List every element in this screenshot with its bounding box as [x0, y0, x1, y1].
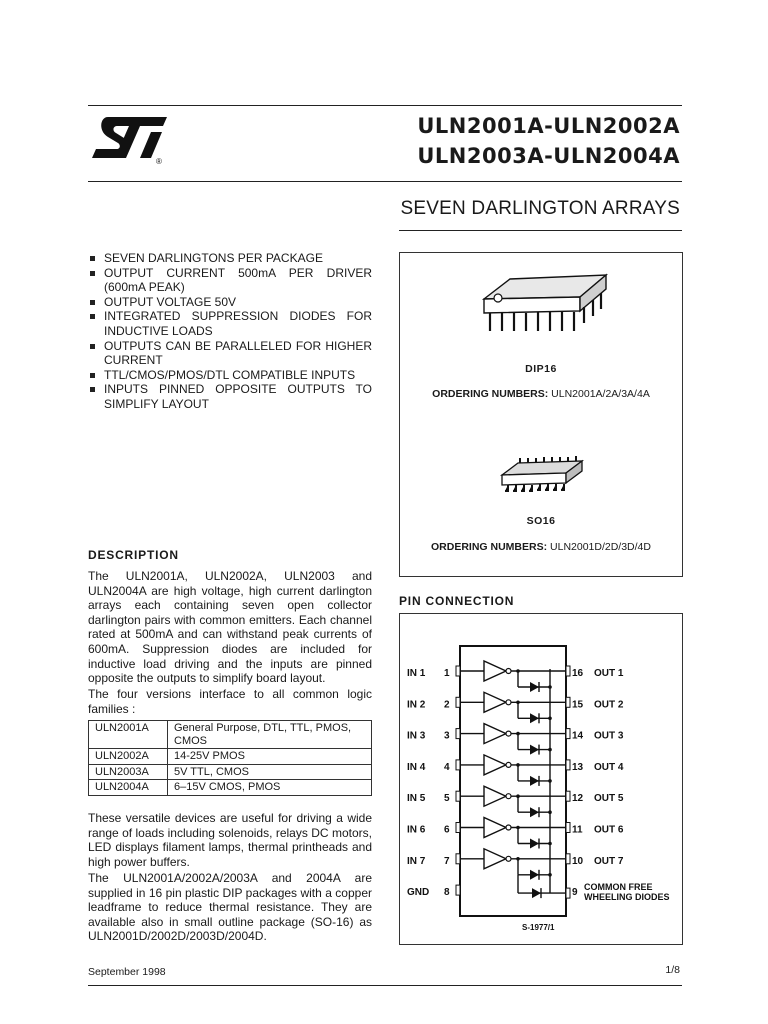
table-row: [89, 721, 372, 749]
input-label: IN 7: [407, 855, 426, 867]
description-paragraph-1: The ULN2001A, ULN2002A, ULN2003 and ULN2004A are high voltage, high current darlington arrays each containing seven open collector darlington pairs with common emitters. Each channel rated at 500mA and can withstand peak currents of 600mA. Suppression diodes are included for inductive load driving and the inputs are pinned opposite the outputs to simplify board layout.: [88, 569, 372, 686]
so16-package-image: [494, 451, 594, 507]
footer-page-number: 1/8: [665, 964, 680, 976]
footer-rule: [88, 985, 682, 986]
junction-dot: [548, 810, 552, 814]
input-pin-number: 8: [444, 887, 450, 899]
header-bottom-rule: [88, 181, 682, 182]
junction-dot: [548, 779, 552, 783]
table-cell-part: ULN2003A: [89, 764, 168, 780]
so16-ordering-label: ORDERING NUMBERS:: [431, 541, 548, 553]
figure-code: S-1977/1: [522, 923, 555, 932]
output-pin-number: 14: [572, 730, 584, 742]
table-cell-desc: 6–15V CMOS, PMOS: [168, 780, 372, 796]
output-pin-number: 15: [572, 699, 584, 711]
output-pin-number: 9: [572, 887, 578, 899]
pin-connection-diagram: [400, 614, 682, 944]
diode-symbol: [530, 839, 539, 849]
output-label: OUT 3: [594, 730, 624, 742]
junction-dot: [548, 873, 552, 877]
table-cell-desc: 14-25V PMOS: [168, 749, 372, 765]
feature-item: OUTPUT VOLTAGE 50V: [88, 295, 372, 310]
diode-symbol: [532, 888, 541, 898]
output-label: OUT 6: [594, 824, 624, 836]
pin-connection-box: [399, 613, 683, 945]
junction-dot: [548, 748, 552, 752]
inverter-triangle: [484, 849, 506, 869]
table-cell-part: ULN2004A: [89, 780, 168, 796]
inverter-triangle: [484, 786, 506, 806]
inverter-bubble: [506, 794, 511, 799]
table-cell-desc: 5V TTL, CMOS: [168, 764, 372, 780]
inverter-bubble: [506, 762, 511, 767]
gnd-pin: [456, 885, 460, 895]
input-pin: [456, 729, 460, 739]
output-pin-number: 11: [572, 824, 583, 836]
inverter-triangle: [484, 661, 506, 681]
registered-mark: ®: [156, 157, 162, 166]
input-label: IN 1: [407, 668, 426, 679]
output-label: OUT 1: [594, 668, 624, 679]
diode-symbol: [530, 682, 539, 692]
feature-item: TTL/CMOS/PMOS/DTL COMPATIBLE INPUTS: [88, 368, 372, 383]
feature-item: INTEGRATED SUPPRESSION DIODES FOR INDUCTIVE LOADS: [88, 309, 372, 338]
description-paragraph-4: The ULN2001A/2002A/2003A and 2004A are supplied in 16 pin plastic DIP packages with a copper leadframe to reduce thermal resistance. They are available also in small outline package (SO-16) as ULN2001D/2002D/2003D/2004D.: [88, 871, 372, 944]
junction-dot: [548, 717, 552, 721]
inverter-triangle: [484, 692, 506, 712]
output-label: OUT 5: [594, 793, 624, 805]
inverter-triangle: [484, 724, 506, 744]
input-label: IN 5: [407, 793, 426, 805]
input-pin-number: 2: [444, 699, 450, 711]
output-pin: [566, 760, 570, 770]
title-line-2: ULN2003A-ULN2004A: [417, 144, 680, 168]
output-pin: [566, 729, 570, 739]
output-pin: [566, 854, 570, 864]
table-row: [89, 749, 372, 765]
input-label: IN 4: [407, 761, 426, 773]
inverter-bubble: [506, 825, 511, 830]
dip16-package-image: [474, 265, 614, 345]
junction-dot: [548, 842, 552, 846]
inverter-bubble: [506, 731, 511, 736]
output-pin: [566, 823, 570, 833]
so16-ordering-numbers: [400, 541, 682, 553]
output-pin: [566, 791, 570, 801]
diagram-parts: [407, 661, 670, 902]
input-pin: [456, 791, 460, 801]
output-label: OUT 2: [594, 699, 624, 711]
output-pin-number: 16: [572, 668, 584, 679]
input-pin-number: 3: [444, 730, 450, 742]
inverter-bubble: [506, 700, 511, 705]
output-pin-number: 13: [572, 761, 584, 773]
gnd-label: GND: [407, 887, 430, 899]
title-line-1: ULN2001A-ULN2002A: [417, 114, 680, 138]
inverter-triangle: [484, 818, 506, 838]
subtitle-rule: [399, 230, 682, 231]
description-paragraph-3: These versatile devices are useful for driving a wide range of loads including solenoids, relays DC motors, LED displays filament lamps, thermal printheads and high power buffers.: [88, 811, 372, 869]
common-pin: [566, 888, 570, 898]
input-pin-number: 1: [444, 668, 450, 679]
output-pin: [566, 666, 570, 676]
output-pin-number: 12: [572, 793, 584, 805]
diode-symbol: [530, 807, 539, 817]
common-label-line2: WHEELING DIODES: [584, 892, 670, 903]
input-pin: [456, 854, 460, 864]
input-pin: [456, 697, 460, 707]
table-cell-desc: General Purpose, DTL, TTL, PMOS, CMOS: [168, 721, 372, 749]
input-pin: [456, 666, 460, 676]
output-pin: [566, 697, 570, 707]
dip16-ordering-label: ORDERING NUMBERS:: [432, 388, 549, 400]
table-cell-part: ULN2001A: [89, 721, 168, 749]
dip16-ordering-value: ULN2001A/2A/3A/4A: [551, 388, 650, 400]
feature-item: OUTPUT CURRENT 500mA PER DRIVER (600mA PEAK): [88, 266, 372, 295]
pin-connection-heading: PIN CONNECTION: [399, 594, 515, 608]
inverter-bubble: [506, 669, 511, 674]
feature-item: INPUTS PINNED OPPOSITE OUTPUTS TO SIMPLIFY LAYOUT: [88, 382, 372, 411]
dip16-label: DIP16: [525, 363, 557, 375]
junction-dot: [548, 685, 552, 689]
input-label: IN 2: [407, 699, 426, 711]
footer-date: September 1998: [88, 966, 166, 978]
description-heading: DESCRIPTION: [88, 548, 179, 562]
diode-symbol: [530, 745, 539, 755]
output-label: OUT 7: [594, 855, 624, 867]
output-label: OUT 4: [594, 761, 624, 773]
table-cell-part: ULN2002A: [89, 749, 168, 765]
diode-symbol: [530, 713, 539, 723]
input-pin: [456, 760, 460, 770]
output-pin-number: 10: [572, 855, 584, 867]
input-pin-number: 4: [444, 761, 450, 773]
input-label: IN 3: [407, 730, 426, 742]
feature-list: [88, 251, 372, 412]
so16-ordering-value: ULN2001D/2D/3D/4D: [550, 541, 651, 553]
table-row: [89, 780, 372, 796]
common-label-line1: COMMON FREE: [584, 882, 653, 893]
page-subtitle: SEVEN DARLINGTON ARRAYS: [400, 198, 680, 219]
diode-symbol: [530, 776, 539, 786]
feature-item: SEVEN DARLINGTONS PER PACKAGE: [88, 251, 372, 266]
st-logo: [88, 110, 174, 166]
input-label: IN 6: [407, 824, 426, 836]
header-top-rule: [88, 105, 682, 106]
so16-label: SO16: [526, 515, 556, 527]
input-pin-number: 5: [444, 793, 450, 805]
description-paragraph-2: The four versions interface to all common logic families :: [88, 687, 372, 716]
feature-item: OUTPUTS CAN BE PARALLELED FOR HIGHER CURRENT: [88, 339, 372, 368]
input-pin-number: 7: [444, 855, 450, 867]
input-pin-number: 6: [444, 824, 450, 836]
package-box: [399, 252, 683, 577]
st-logo-mark: [92, 117, 167, 158]
inverter-triangle: [484, 755, 506, 775]
input-pin: [456, 823, 460, 833]
dip16-ordering-numbers: [400, 388, 682, 400]
table-row: [89, 764, 372, 780]
diode-symbol: [530, 870, 539, 880]
logic-family-table: [88, 720, 372, 796]
inverter-bubble: [506, 856, 511, 861]
